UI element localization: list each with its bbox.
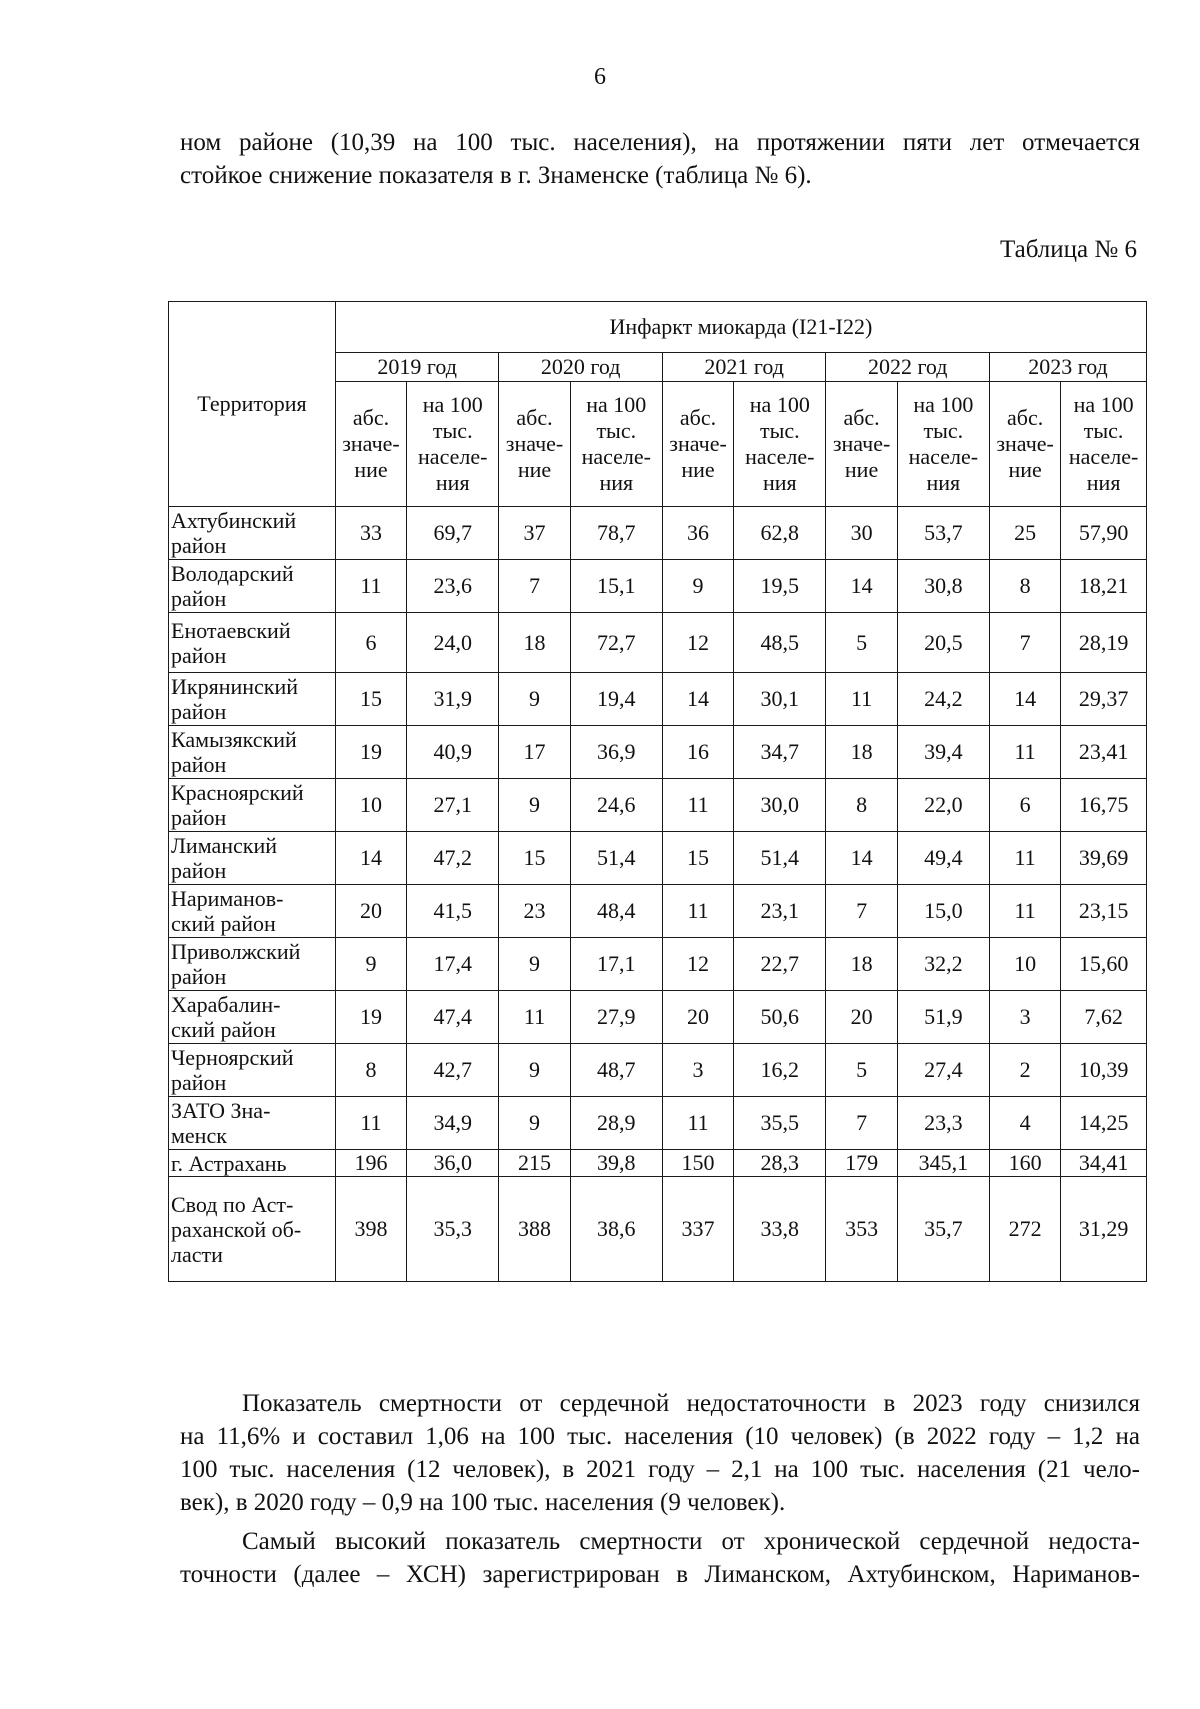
territory-name-line: Красноярский (171, 780, 304, 805)
abs-value-cell: 6 (990, 779, 1061, 832)
abs-value-cell: 25 (990, 507, 1061, 560)
rate-value-cell: 41,5 (407, 885, 499, 938)
territory-name (169, 726, 336, 779)
territory-name-line: Камызякский (171, 727, 297, 752)
abs-header-line: ние (517, 457, 552, 482)
abs-value-cell: 179 (826, 1150, 897, 1177)
table-body (169, 507, 1147, 1282)
rate-value-cell: 23,6 (407, 560, 499, 613)
territory-name (169, 832, 336, 885)
abs-value-cell: 14 (662, 673, 733, 726)
rate-value-cell: 10,39 (1061, 1044, 1147, 1097)
territory-name-line: Харабалин- (171, 992, 281, 1017)
rate-value-cell: 23,15 (1061, 885, 1147, 938)
abs-value-cell: 388 (499, 1177, 570, 1282)
abs-value-cell: 2 (990, 1044, 1061, 1097)
chronic-hf-paragraph (180, 1525, 1140, 1591)
year-header: 2021 год (662, 353, 826, 382)
abs-value-cell: 196 (335, 1150, 406, 1177)
rate-header-line: населе- (581, 444, 651, 469)
rate-header (734, 382, 826, 507)
rate-value-cell: 15,1 (570, 560, 662, 613)
abs-value-cell: 11 (990, 726, 1061, 779)
abs-header-line: значе- (342, 431, 400, 456)
territory-name (169, 673, 336, 726)
abs-value-cell: 9 (499, 1044, 570, 1097)
abs-value-cell: 17 (499, 726, 570, 779)
abs-value-cell: 5 (826, 613, 897, 673)
abs-value-cell: 30 (826, 507, 897, 560)
table-row (169, 1097, 1147, 1150)
intro-line: стойкое снижение показателя в г. Знаменске (таблица № 6). (180, 162, 812, 189)
rate-header-line: тыс. (923, 418, 964, 443)
rate-value-cell: 40,9 (407, 726, 499, 779)
rate-header-line: ния (926, 470, 961, 495)
abs-value-cell: 7 (990, 613, 1061, 673)
rate-value-cell: 28,3 (734, 1150, 826, 1177)
table-row (169, 1177, 1147, 1282)
table-row (169, 560, 1147, 613)
abs-value-cell: 19 (335, 726, 406, 779)
abs-value-cell: 12 (662, 613, 733, 673)
rate-value-cell: 34,7 (734, 726, 826, 779)
abs-value-cell: 215 (499, 1150, 570, 1177)
rate-value-cell: 15,0 (897, 885, 989, 938)
rate-header-line: населе- (908, 444, 979, 469)
abs-value-cell: 11 (335, 1097, 406, 1150)
table-row (169, 938, 1147, 991)
abs-value-cell: 5 (826, 1044, 897, 1097)
territory-name (169, 1177, 336, 1282)
abs-value-cell: 9 (499, 673, 570, 726)
territory-name-line: Енотаевский (171, 617, 291, 643)
table-row (169, 991, 1147, 1044)
abs-value-cell: 20 (335, 885, 406, 938)
text-line: на 11,6% и составил 1,06 на 100 тыс. населения (10 человек) (в 2022 году – 1,2 на (180, 1423, 1140, 1450)
rate-header-line: ния (1086, 470, 1121, 495)
abs-value-cell: 11 (662, 779, 733, 832)
rate-value-cell: 30,8 (897, 560, 989, 613)
territory-name-line: район (171, 805, 227, 830)
territory-name-line: ласти (171, 1241, 223, 1267)
table-row (169, 673, 1147, 726)
abs-header-line: абс. (843, 405, 880, 430)
rate-value-cell: 42,7 (407, 1044, 499, 1097)
abs-value-cell: 8 (990, 560, 1061, 613)
abs-value-cell: 150 (662, 1150, 733, 1177)
territory-name (169, 1044, 336, 1097)
rate-value-cell: 30,0 (734, 779, 826, 832)
rate-value-cell: 27,1 (407, 779, 499, 832)
rate-value-cell: 17,1 (570, 938, 662, 991)
table-row (169, 885, 1147, 938)
text-line: Самый высокий показатель смертности от хронической сердечной недоста- (242, 1528, 1140, 1555)
territory-name-line: район (171, 1070, 227, 1095)
abs-value-cell: 398 (335, 1177, 406, 1282)
rate-value-cell: 39,69 (1061, 832, 1147, 885)
abs-header-line: значе- (996, 431, 1054, 456)
territory-name (169, 885, 336, 938)
territory-name (169, 1150, 336, 1177)
rate-header-line: на 100 (913, 392, 974, 417)
rate-value-cell: 34,41 (1061, 1150, 1147, 1177)
abs-header-line: абс. (679, 405, 717, 430)
abs-value-cell: 9 (499, 779, 570, 832)
rate-header (1061, 382, 1147, 507)
abs-value-cell: 7 (826, 1097, 897, 1150)
rate-value-cell: 16,2 (734, 1044, 826, 1097)
rate-header-line: ния (435, 470, 470, 495)
abs-value-cell: 9 (662, 560, 733, 613)
territory-name-line: Икрянинский (171, 674, 299, 699)
rate-value-cell: 50,6 (734, 991, 826, 1044)
rate-value-cell: 19,5 (734, 560, 826, 613)
territory-name-line: г. Астрахань (171, 1150, 287, 1176)
rate-header-line: на 100 (586, 392, 647, 417)
abs-header-line: абс. (1006, 405, 1044, 430)
abs-header-line: ние (681, 457, 715, 482)
rate-value-cell: 18,21 (1061, 560, 1147, 613)
territory-name-line: район (171, 752, 227, 777)
abs-value-cell: 15 (499, 832, 570, 885)
rate-value-cell: 31,9 (407, 673, 499, 726)
table-row (169, 779, 1147, 832)
rate-header (570, 382, 662, 507)
abs-value-cell: 4 (990, 1097, 1061, 1150)
text-line: точности (далее – ХСН) зарегистрирован в Лиманском, Ахтубинском, Нариманов- (180, 1561, 1140, 1588)
abs-value-cell: 18 (826, 938, 897, 991)
rate-value-cell: 72,7 (570, 613, 662, 673)
intro-line: ном районе (10,39 на 100 тыс. населения), на протяжении пяти лет отмечается (180, 129, 1140, 156)
rate-header-line: тыс. (1083, 418, 1124, 443)
territory-name-line: Ахтубинский (171, 508, 297, 533)
rate-value-cell: 31,29 (1061, 1177, 1147, 1282)
rate-header-line: населе- (1068, 444, 1139, 469)
abs-value-cell: 272 (990, 1177, 1061, 1282)
year-header: 2022 год (826, 353, 990, 382)
rate-value-cell: 36,9 (570, 726, 662, 779)
abs-value-cell: 3 (990, 991, 1061, 1044)
abs-header (499, 382, 570, 507)
rate-value-cell: 7,62 (1061, 991, 1147, 1044)
territory-name (169, 1097, 336, 1150)
table-header (169, 302, 1147, 507)
year-header: 2020 год (499, 353, 663, 382)
rate-value-cell: 35,5 (734, 1097, 826, 1150)
territory-name-line: район (171, 964, 227, 989)
rate-value-cell: 24,2 (897, 673, 989, 726)
rate-header (897, 382, 989, 507)
rate-value-cell: 51,4 (570, 832, 662, 885)
territory-name-line: район (171, 642, 227, 668)
year-header: 2023 год (990, 353, 1147, 382)
territory-name-line: район (171, 586, 227, 611)
abs-value-cell: 160 (990, 1150, 1061, 1177)
abs-value-cell: 9 (335, 938, 406, 991)
group-header: Инфаркт миокарда (I21-I22) (335, 302, 1146, 353)
rate-value-cell: 51,4 (734, 832, 826, 885)
text-line: 100 тыс. населения (12 человек), в 2021 году – 2,1 на 100 тыс. населения (21 чело- (180, 1456, 1140, 1483)
abs-value-cell: 36 (662, 507, 733, 560)
abs-value-cell: 11 (990, 832, 1061, 885)
abs-value-cell: 11 (990, 885, 1061, 938)
abs-header (662, 382, 733, 507)
abs-header-line: абс. (352, 405, 390, 430)
rate-value-cell: 32,2 (897, 938, 989, 991)
abs-value-cell: 18 (499, 613, 570, 673)
rate-value-cell: 24,0 (407, 613, 499, 673)
rate-value-cell: 22,7 (734, 938, 826, 991)
territory-name (169, 991, 336, 1044)
rate-value-cell: 27,9 (570, 991, 662, 1044)
territory-name (169, 938, 336, 991)
abs-value-cell: 10 (990, 938, 1061, 991)
abs-value-cell: 14 (826, 560, 897, 613)
rate-value-cell: 23,41 (1061, 726, 1147, 779)
rate-value-cell: 28,19 (1061, 613, 1147, 673)
abs-value-cell: 15 (662, 832, 733, 885)
rate-value-cell: 22,0 (897, 779, 989, 832)
rate-header-line: на 100 (1073, 392, 1134, 417)
rate-value-cell: 15,60 (1061, 938, 1147, 991)
rate-value-cell: 69,7 (407, 507, 499, 560)
abs-value-cell: 23 (499, 885, 570, 938)
territory-name (169, 560, 336, 613)
rate-value-cell: 345,1 (897, 1150, 989, 1177)
rate-value-cell: 39,4 (897, 726, 989, 779)
abs-header (990, 382, 1061, 507)
abs-value-cell: 14 (826, 832, 897, 885)
rate-header-line: тыс. (432, 418, 473, 443)
table-row (169, 613, 1147, 673)
rate-header-line: населе- (418, 444, 488, 469)
rate-value-cell: 30,1 (734, 673, 826, 726)
territory-name-line: район (171, 533, 227, 558)
territory-name-line: Черноярский (171, 1045, 294, 1070)
territory-name-line: Лиманский (171, 833, 278, 858)
territory-name-line: Володарский (171, 561, 294, 586)
rate-value-cell: 19,4 (570, 673, 662, 726)
abs-value-cell: 16 (662, 726, 733, 779)
table-row (169, 507, 1147, 560)
abs-value-cell: 11 (662, 1097, 733, 1150)
territory-name (169, 507, 336, 560)
rate-value-cell: 29,37 (1061, 673, 1147, 726)
abs-value-cell: 12 (662, 938, 733, 991)
abs-header (335, 382, 406, 507)
rate-value-cell: 48,5 (734, 613, 826, 673)
territory-name-line: район (171, 699, 227, 724)
text-line: век), в 2020 году – 0,9 на 100 тыс. населения (9 человек). (180, 1489, 786, 1516)
rate-header-line: тыс. (759, 418, 800, 443)
abs-value-cell: 37 (499, 507, 570, 560)
abs-value-cell: 337 (662, 1177, 733, 1282)
table-row (169, 832, 1147, 885)
rate-value-cell: 39,8 (570, 1150, 662, 1177)
abs-value-cell: 8 (335, 1044, 406, 1097)
territory-name-line: ЗАТО Зна- (171, 1098, 271, 1123)
heart-failure-paragraph (180, 1387, 1140, 1519)
territory-name-line: Приволжский (171, 939, 301, 964)
abs-value-cell: 9 (499, 1097, 570, 1150)
rate-value-cell: 16,75 (1061, 779, 1147, 832)
abs-value-cell: 353 (826, 1177, 897, 1282)
territory-header: Территория (169, 302, 336, 507)
abs-value-cell: 7 (826, 885, 897, 938)
rate-header-line: населе- (745, 444, 815, 469)
abs-value-cell: 33 (335, 507, 406, 560)
abs-header-line: абс. (516, 405, 553, 430)
abs-value-cell: 14 (990, 673, 1061, 726)
abs-header-line: значе- (505, 431, 564, 456)
abs-value-cell: 9 (499, 938, 570, 991)
abs-value-cell: 19 (335, 991, 406, 1044)
rate-value-cell: 57,90 (1061, 507, 1147, 560)
rate-header-line: тыс. (596, 418, 637, 443)
rate-value-cell: 34,9 (407, 1097, 499, 1150)
territory-name-line: ский район (171, 911, 276, 936)
abs-value-cell: 18 (826, 726, 897, 779)
abs-value-cell: 10 (335, 779, 406, 832)
rate-value-cell: 14,25 (1061, 1097, 1147, 1150)
rate-header (407, 382, 499, 507)
rate-value-cell: 35,7 (897, 1177, 989, 1282)
table-row (169, 1044, 1147, 1097)
abs-value-cell: 3 (662, 1044, 733, 1097)
rate-value-cell: 28,9 (570, 1097, 662, 1150)
rate-header-line: на 100 (749, 392, 810, 417)
text-line: Показатель смертности от сердечной недостаточности в 2023 году снизился (242, 1390, 1140, 1417)
abs-value-cell: 14 (335, 832, 406, 885)
territory-name-line: ский район (171, 1017, 276, 1042)
abs-value-cell: 20 (662, 991, 733, 1044)
territory-name-line: Нариманов- (171, 886, 284, 911)
territory-name-line: Свод по Аст- (171, 1191, 294, 1217)
rate-header-line: на 100 (422, 392, 483, 417)
territory-name-line: менск (171, 1123, 227, 1148)
abs-value-cell: 20 (826, 991, 897, 1044)
rate-value-cell: 36,0 (407, 1150, 499, 1177)
abs-value-cell: 8 (826, 779, 897, 832)
abs-value-cell: 11 (335, 560, 406, 613)
abs-header-line: ние (354, 457, 388, 482)
territory-name (169, 613, 336, 673)
territory-name-line: раханской об- (171, 1216, 302, 1242)
abs-value-cell: 11 (499, 991, 570, 1044)
abs-header-line: значе- (832, 431, 891, 456)
abs-value-cell: 15 (335, 673, 406, 726)
rate-value-cell: 24,6 (570, 779, 662, 832)
page-number: 6 (594, 64, 606, 90)
abs-header-line: ние (844, 457, 879, 482)
abs-header-line: ние (1008, 457, 1042, 482)
territory-name-line: район (171, 858, 227, 883)
rate-value-cell: 23,1 (734, 885, 826, 938)
year-header: 2019 год (335, 353, 499, 382)
table-caption: Таблица № 6 (999, 236, 1137, 263)
table-row (169, 1150, 1147, 1177)
abs-header-line: значе- (669, 431, 727, 456)
abs-value-cell: 7 (499, 560, 570, 613)
rate-value-cell: 48,4 (570, 885, 662, 938)
rate-value-cell: 20,5 (897, 613, 989, 673)
rate-value-cell: 48,7 (570, 1044, 662, 1097)
abs-value-cell: 11 (826, 673, 897, 726)
intro-paragraph (180, 126, 1140, 192)
infarction-table (168, 301, 1147, 1282)
abs-value-cell: 11 (662, 885, 733, 938)
rate-value-cell: 47,4 (407, 991, 499, 1044)
rate-value-cell: 49,4 (897, 832, 989, 885)
rate-value-cell: 35,3 (407, 1177, 499, 1282)
rate-value-cell: 27,4 (897, 1044, 989, 1097)
rate-value-cell: 78,7 (570, 507, 662, 560)
rate-value-cell: 17,4 (407, 938, 499, 991)
rate-header-line: ния (599, 470, 634, 495)
abs-value-cell: 6 (335, 613, 406, 673)
rate-value-cell: 47,2 (407, 832, 499, 885)
rate-value-cell: 62,8 (734, 507, 826, 560)
rate-value-cell: 23,3 (897, 1097, 989, 1150)
rate-value-cell: 33,8 (734, 1177, 826, 1282)
abs-header (826, 382, 897, 507)
rate-value-cell: 51,9 (897, 991, 989, 1044)
territory-name (169, 779, 336, 832)
table-row (169, 726, 1147, 779)
rate-header-line: ния (762, 470, 797, 495)
rate-value-cell: 53,7 (897, 507, 989, 560)
rate-value-cell: 38,6 (570, 1177, 662, 1282)
